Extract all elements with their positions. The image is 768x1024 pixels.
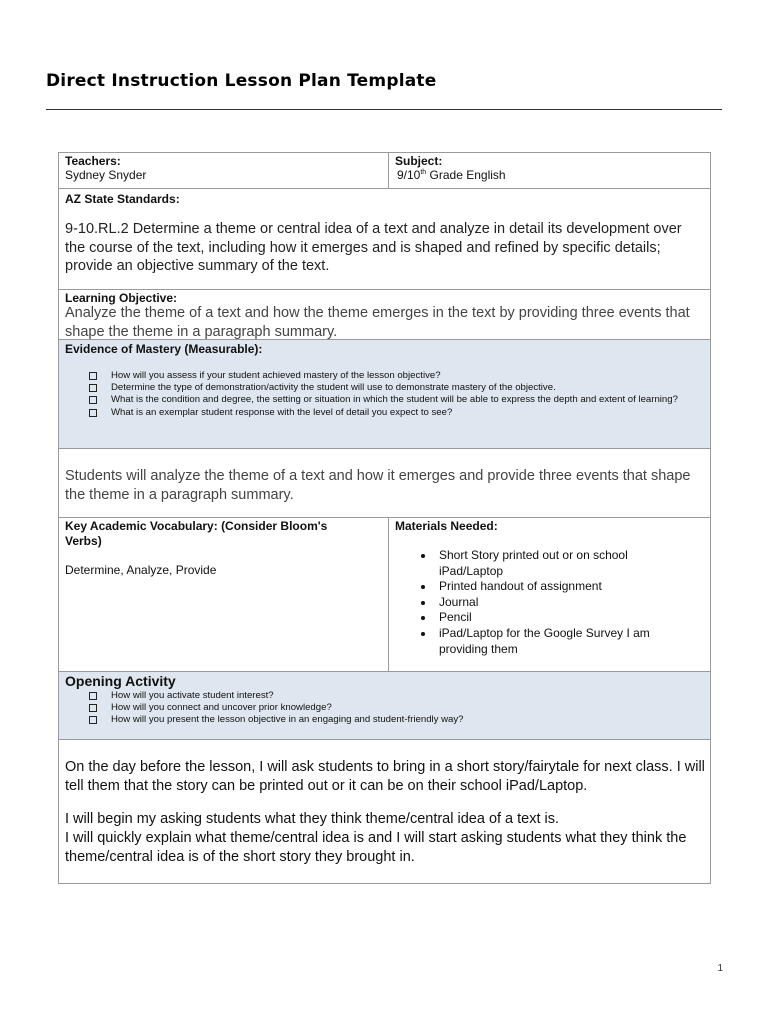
checkbox-icon	[89, 372, 97, 380]
bullet-icon	[421, 601, 425, 605]
vocabulary-value: Determine, Analyze, Provide	[65, 563, 217, 577]
opening-paragraph-2: I will begin my asking students what they think theme/central idea of a text is.	[65, 811, 560, 827]
list-item: Short Story printed out or on school iPad/Laptop	[439, 548, 679, 579]
materials-list	[439, 548, 679, 657]
opening-activity-label: Opening Activity	[65, 673, 176, 689]
document-title: Direct Instruction Lesson Plan Template	[46, 71, 437, 91]
vocabulary-label: Key Academic Vocabulary: (Consider Bloom's Verbs)	[65, 519, 328, 548]
row-evidence-prompts	[59, 340, 710, 449]
evidence-response-text: Students will analyze the theme of a text and how it emerges and provide three events that shape the theme in a paragraph summary.	[65, 468, 691, 503]
bullet-icon	[421, 632, 425, 636]
checkbox-icon	[89, 716, 97, 724]
standards-label: AZ State Standards:	[65, 192, 180, 206]
lesson-plan-table	[58, 152, 711, 884]
opening-paragraph-3: I will quickly explain what theme/central idea is and I will start asking students what they think the theme/central idea is of the short story they brought in.	[65, 830, 687, 865]
cell-divider	[388, 518, 389, 672]
row-opening-prompts	[59, 672, 710, 740]
teachers-label: Teachers:	[65, 154, 121, 168]
list-item: What is an exemplar student response with the level of detail you expect to see?	[85, 407, 695, 419]
row-opening-response	[59, 740, 710, 883]
list-item: iPad/Laptop for the Google Survey I am providing them	[439, 626, 679, 657]
materials-label: Materials Needed:	[395, 519, 498, 533]
list-item: Printed handout of assignment	[439, 579, 679, 595]
evidence-label: Evidence of Mastery (Measurable):	[65, 342, 263, 356]
page-number: 1	[717, 963, 723, 974]
checkbox-icon	[89, 396, 97, 404]
standards-text: 9-10.RL.2 Determine a theme or central idea of a text and analyze in detail its development over the course of the text, including how it emerges and is shaped and refined by specific details; provide an objective summary of the text.	[65, 221, 682, 274]
subject-label: Subject:	[395, 154, 443, 168]
teachers-value: Sydney Snyder	[65, 168, 147, 182]
opening-prompt-list	[85, 690, 695, 727]
title-divider	[46, 109, 722, 110]
evidence-prompt-list	[85, 370, 695, 419]
checkbox-icon	[89, 409, 97, 417]
list-item: What is the condition and degree, the setting or situation in which the student will be able to express the depth and extent of learning?	[85, 394, 695, 406]
row-learning-objective	[59, 290, 710, 340]
learning-objective-text: Analyze the theme of a text and how the theme emerges in the text by providing three events that shape the theme in a paragraph summary.	[65, 305, 690, 340]
checkbox-icon	[89, 692, 97, 700]
list-item: How will you connect and uncover prior knowledge?	[85, 702, 695, 714]
bullet-icon	[421, 616, 425, 620]
bullet-icon	[421, 585, 425, 589]
bullet-icon	[421, 554, 425, 558]
opening-paragraph-1: On the day before the lesson, I will ask students to bring in a short story/fairytale for next class. I will tell them that the story can be printed out or it can be on their school iPad/Laptop.	[65, 759, 705, 794]
list-item: How will you assess if your student achieved mastery of the lesson objective?	[85, 370, 695, 382]
list-item: Journal	[439, 595, 679, 611]
row-teachers-subject	[59, 153, 710, 189]
learning-objective-label: Learning Objective:	[65, 291, 178, 305]
row-vocabulary-materials	[59, 518, 710, 672]
subject-value: 9/10th Grade English	[397, 168, 506, 182]
checkbox-icon	[89, 704, 97, 712]
list-item: How will you present the lesson objective in an engaging and student-friendly way?	[85, 714, 695, 726]
cell-divider	[388, 153, 389, 189]
checkbox-icon	[89, 384, 97, 392]
row-evidence-response	[59, 449, 710, 518]
list-item: How will you activate student interest?	[85, 690, 695, 702]
list-item: Determine the type of demonstration/activity the student will use to demonstrate mastery of the objective.	[85, 382, 695, 394]
list-item: Pencil	[439, 610, 679, 626]
row-standards	[59, 189, 710, 290]
